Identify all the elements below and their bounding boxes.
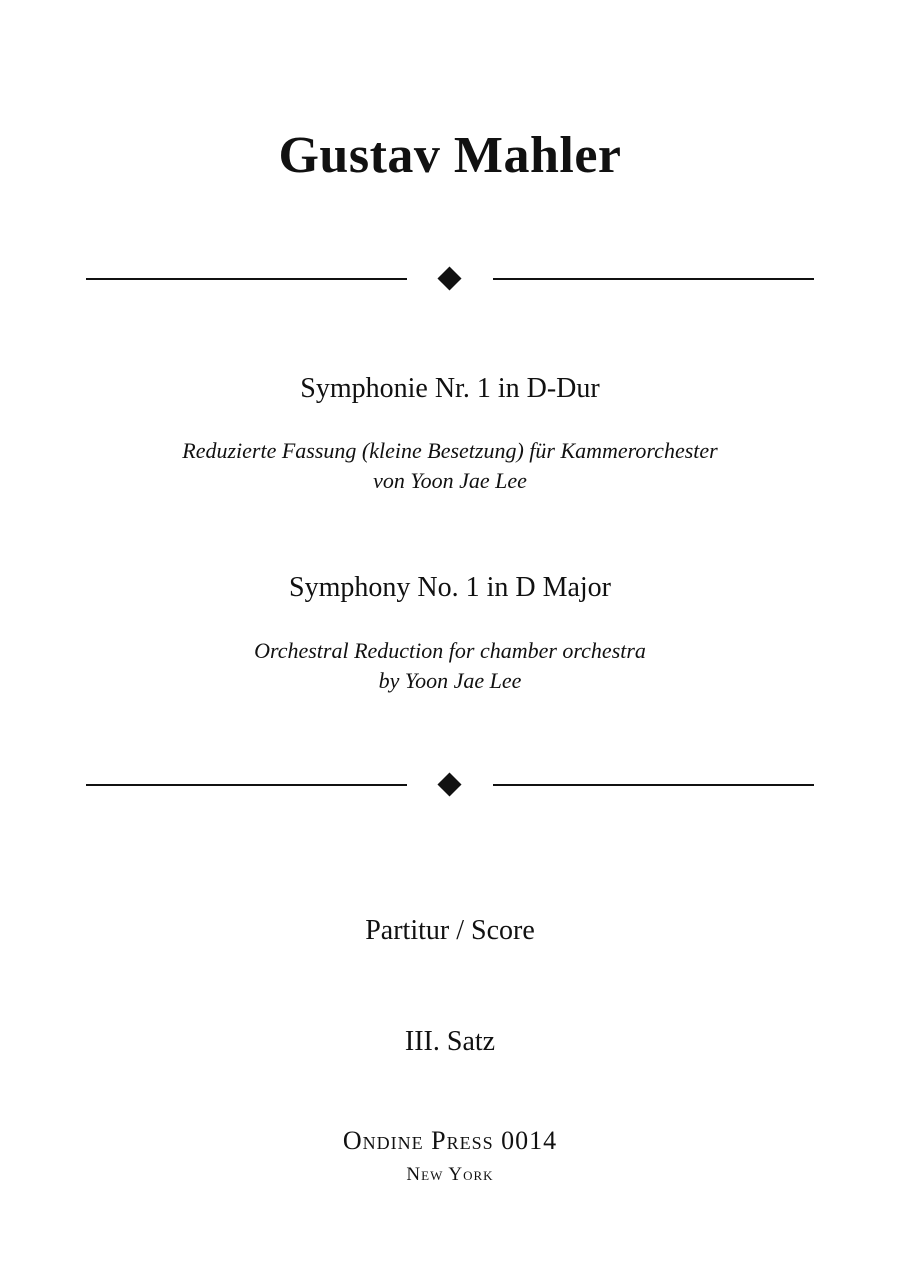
divider-line-left	[86, 278, 407, 280]
german-subtitle-line2: von Yoon Jae Lee	[373, 468, 527, 493]
divider-line-right	[493, 278, 814, 280]
top-divider	[0, 267, 900, 291]
german-title: Symphonie Nr. 1 in D-Dur	[300, 373, 600, 404]
german-subtitle-line1: Reduzierte Fassung (kleine Besetzung) für Kammerorchester	[182, 438, 718, 463]
english-subtitle-line2: by Yoon Jae Lee	[378, 668, 522, 693]
publisher-name: Ondine Press 0014	[342, 1126, 558, 1155]
score-label: Partitur / Score	[365, 915, 535, 946]
diamond-ornament-icon	[437, 772, 461, 796]
publisher-city: New York	[406, 1164, 494, 1185]
english-subtitle-line1: Orchestral Reduction for chamber orchestra	[254, 638, 646, 663]
english-title: Symphony No. 1 in D Major	[289, 572, 611, 603]
composer-name: Gustav Mahler	[278, 127, 622, 184]
bottom-divider	[0, 773, 900, 797]
divider-line-left	[86, 784, 407, 786]
divider-line-right	[493, 784, 814, 786]
diamond-ornament-icon	[437, 266, 461, 290]
movement-label: III. Satz	[404, 1026, 496, 1057]
